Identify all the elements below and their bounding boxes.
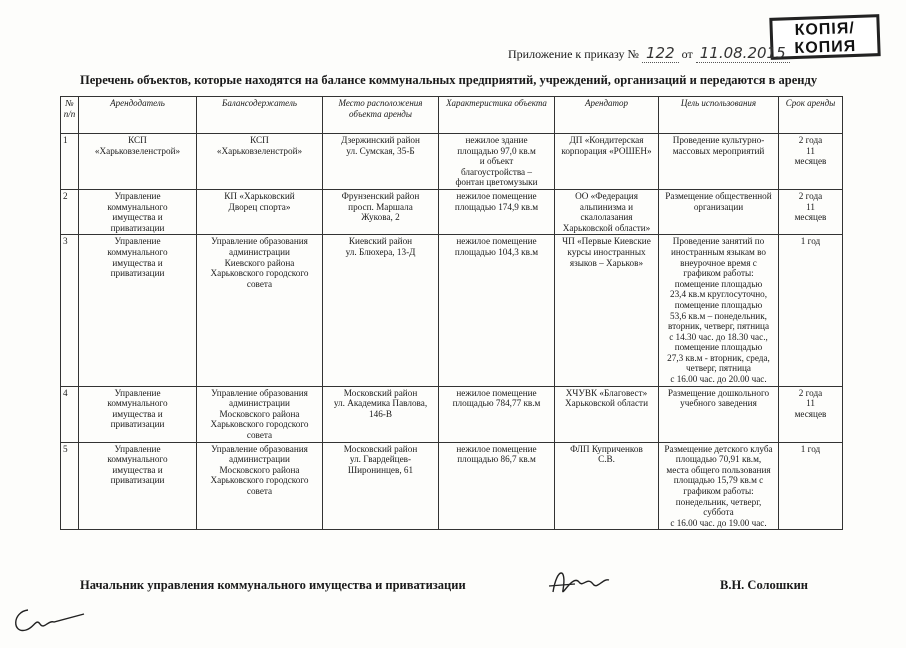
cell-line: организации [693,201,744,212]
cell-line: Фрунзенский район [341,190,420,201]
cell-line: ул. Сумская, 35-Б [346,145,415,156]
cell-line: просп. Маршала [348,201,413,212]
cell-line: Управление [114,443,161,454]
cell-holder [197,386,323,442]
table-header-row [61,97,843,134]
cell-line: Размещение дошкольного [667,387,770,398]
cell-line: месяцев [794,156,827,167]
cell-location [323,386,439,442]
header-tenant: Арендатор [555,97,659,134]
cell-line: площадью 784,77 кв.м [452,398,541,409]
cell-line: площадью 15,79 кв.м с [673,475,764,486]
cell-purpose [659,134,779,190]
cell-term [779,442,843,530]
cell-line: ул. Гвардейцев- [349,454,412,465]
cell-line: площадью 104,3 кв.м [454,246,539,257]
table-row [61,189,843,234]
objects-table [60,96,843,530]
appendix-from: от [681,47,693,61]
appendix-prefix: Приложение к приказу № [508,47,639,61]
cell-line: имущества и [112,464,163,475]
header-num: № п/п [61,97,79,134]
cell-line: ул. Академика Павлова, [333,398,428,409]
cell-line: КСП [128,135,147,145]
header-lessor: Арендодатель [79,97,197,134]
cell-line: графиком работы: [683,486,754,496]
cell-line: КП «Харьковский [224,190,295,201]
cell-line: корпорация «РОШЕН» [561,145,652,156]
cell-line: альпинизма и [579,201,634,212]
signature-head [545,562,615,602]
order-date: 11.08.2015 [696,44,790,63]
header-purpose: Цель использования [659,97,779,134]
appendix-line [508,44,790,62]
cell-lessor [79,442,197,530]
cell-line: Управление [114,236,161,247]
cell-line: скалолазания [580,212,633,223]
cell-line: КСП [250,135,269,145]
cell-line: графиком работы: [683,268,754,279]
cell-purpose [659,189,779,234]
cell-line: нежилое здание [465,135,528,145]
cell-line: приватизации [110,419,165,430]
table-row [61,442,843,530]
cell-line: Харьковской области [565,398,648,409]
cell-line: иностранным языкам во [670,246,767,257]
footer-position: Начальник управления коммунального имущества и приватизации [80,578,466,592]
cell-line: ОО «Федерация [575,190,638,201]
cell-line: понедельник, четверг, [675,496,762,507]
cell-line: 27,3 кв.м - вторник, среда, [667,352,770,363]
footer-signatory: В.Н. Солошкин [720,578,808,592]
cell-line: Управление образования [211,443,308,454]
cell-location [323,189,439,234]
cell-line: Жукова, 2 [361,212,400,223]
cell-line: 11 [806,398,815,409]
cell-line: администрации [229,454,290,465]
cell-line: «Харьковзеленстрой» [94,145,181,156]
cell-tenant [555,235,659,386]
table-row [61,235,843,386]
cell-line: Широнинцев, 61 [347,464,414,475]
cell-line: 1 год [800,443,821,454]
cell-line: ФЛП Куприченков [570,443,643,454]
cell-line: и объект [479,156,514,167]
cell-description [439,189,555,234]
cell-line: языков – Харьков» [569,257,644,268]
cell-line: с 14.30 час. до 18.30 час., [669,331,768,342]
cell-line: С.В. [598,454,615,465]
table-row [61,134,843,190]
cell-line: ул. Блюхера, 13-Д [345,246,416,257]
document-title: Перечень объектов, которые находятся на балансе коммунальных предприятий, учреждений, организаций и передаются в аренду [80,73,818,87]
cell-term [779,189,843,234]
cell-line: Харьковского городского [210,268,309,279]
cell-line: Управление образования [211,236,308,247]
cell-line: курсы иностранных [567,246,646,257]
cell-line: Московский район [343,387,418,398]
cell-line: площадью 174,9 кв.м [454,201,539,212]
cell-line: помещение площадью [674,278,763,289]
cell-line: приватизации [110,222,165,233]
cell-line: помещение площадью [674,299,763,310]
cell-description [439,235,555,386]
cell-location [323,235,439,386]
cell-line: благоустройства – [460,166,533,177]
order-number: 122 [642,44,679,63]
cell-num: 2 [61,189,79,234]
cell-line: Дворец спорта» [228,201,291,212]
cell-holder [197,235,323,386]
cell-line: 2 года [798,387,823,398]
cell-line: нежилое помещение [456,387,537,398]
cell-line: учебного заведения [680,398,757,409]
cell-line: 11 [806,201,815,212]
cell-line: имущества и [112,212,163,223]
cell-line: «Харьковзеленстрой» [216,145,303,156]
cell-line: Харьковской области» [562,222,651,233]
cell-tenant [555,189,659,234]
cell-line: Московский район [343,443,418,454]
cell-line: администрации [229,246,290,257]
cell-line: коммунального [107,201,168,212]
cell-tenant [555,134,659,190]
cell-purpose [659,386,779,442]
cell-line: Управление [114,387,161,398]
cell-line: 11 [806,145,815,156]
table-row [61,386,843,442]
cell-line: 53,6 кв.м – понедельник, [670,310,767,321]
cell-line: приватизации [110,268,165,279]
header-description: Характеристика объекта [439,97,555,134]
cell-line: Киевского района [224,257,295,268]
cell-line: Харьковского городского [210,475,309,486]
header-location: Место расположения объекта аренды [323,97,439,134]
cell-line: месяцев [794,408,827,419]
cell-line: внеурочное время с [680,257,757,268]
cell-lessor [79,189,197,234]
cell-description [439,442,555,530]
cell-line: месяцев [794,212,827,223]
cell-line: Проведение культурно- [672,135,765,145]
cell-line: имущества и [112,257,163,268]
signature-corner [8,600,88,640]
cell-line: Харьковского городского [210,419,309,430]
cell-term [779,386,843,442]
cell-line: 146-В [369,408,392,419]
cell-line: Размещение детского клуба [664,443,773,454]
cell-holder [197,134,323,190]
cell-line: места общего пользования [666,464,771,475]
header-term: Срок аренды [779,97,843,134]
cell-line: 1 год [800,236,821,247]
cell-line: Проведение занятий по [672,236,765,247]
cell-line: с 16.00 час. до 19.00 час. [670,517,767,528]
cell-holder [197,189,323,234]
cell-num: 4 [61,386,79,442]
cell-purpose [659,235,779,386]
cell-line: Киевский район [348,236,413,247]
cell-description [439,386,555,442]
cell-line: четверг, пятница [686,363,751,374]
cell-line: Московского района [219,464,300,475]
cell-line: совета [246,486,273,496]
cell-line: совета [246,430,273,441]
cell-line: вторник, четверг, пятница [667,321,770,332]
cell-line: коммунального [107,398,168,409]
cell-line: площадью 97,0 кв.м [457,145,536,156]
cell-location [323,442,439,530]
cell-holder [197,442,323,530]
cell-line: коммунального [107,246,168,257]
cell-line: 23,4 кв.м круглосуточно, [669,289,768,300]
cell-tenant [555,386,659,442]
cell-line: помещение площадью [674,342,763,353]
cell-line: Московского района [219,408,300,419]
header-holder: Балансодержатель [197,97,323,134]
cell-purpose [659,442,779,530]
cell-line: площадью 70,91 кв.м, [675,454,762,465]
cell-line: ЧП «Первые Киевские [562,236,651,247]
cell-line: Управление [114,190,161,201]
cell-line: площадью 86,7 кв.м [457,454,536,465]
cell-line: приватизации [110,475,165,486]
cell-line: коммунального [107,454,168,465]
cell-line: нежилое помещение [456,443,537,454]
cell-num: 3 [61,235,79,386]
cell-line: 2 года [798,190,823,201]
stamp-line-2: КОПИЯ [794,37,857,58]
cell-line: совета [246,278,273,289]
cell-line: 2 года [798,135,823,145]
cell-description [439,134,555,190]
cell-line: фонтан цветомузыки [455,177,538,188]
cell-line: нежилое помещение [456,236,537,247]
cell-line: с 16.00 час. до 20.00 час. [670,374,767,385]
cell-line: ХЧУВК «Благовест» [565,387,648,398]
cell-term [779,235,843,386]
cell-lessor [79,235,197,386]
cell-line: Размещение общественной [665,190,772,201]
cell-line: массовых мероприятий [672,145,765,156]
cell-line: имущества и [112,408,163,419]
stamp-line-1: КОПІЯ/ [794,19,856,40]
cell-line: нежилое помещение [456,190,537,201]
cell-lessor [79,134,197,190]
cell-lessor [79,386,197,442]
cell-line: администрации [229,398,290,409]
cell-num: 1 [61,134,79,190]
cell-line: Управление образования [211,387,308,398]
cell-line: ДП «Кондитерская [569,135,644,145]
cell-line: суббота [703,507,734,518]
cell-location [323,134,439,190]
cell-tenant [555,442,659,530]
cell-num: 5 [61,442,79,530]
cell-line: Дзержинский район [341,135,420,145]
cell-term [779,134,843,190]
